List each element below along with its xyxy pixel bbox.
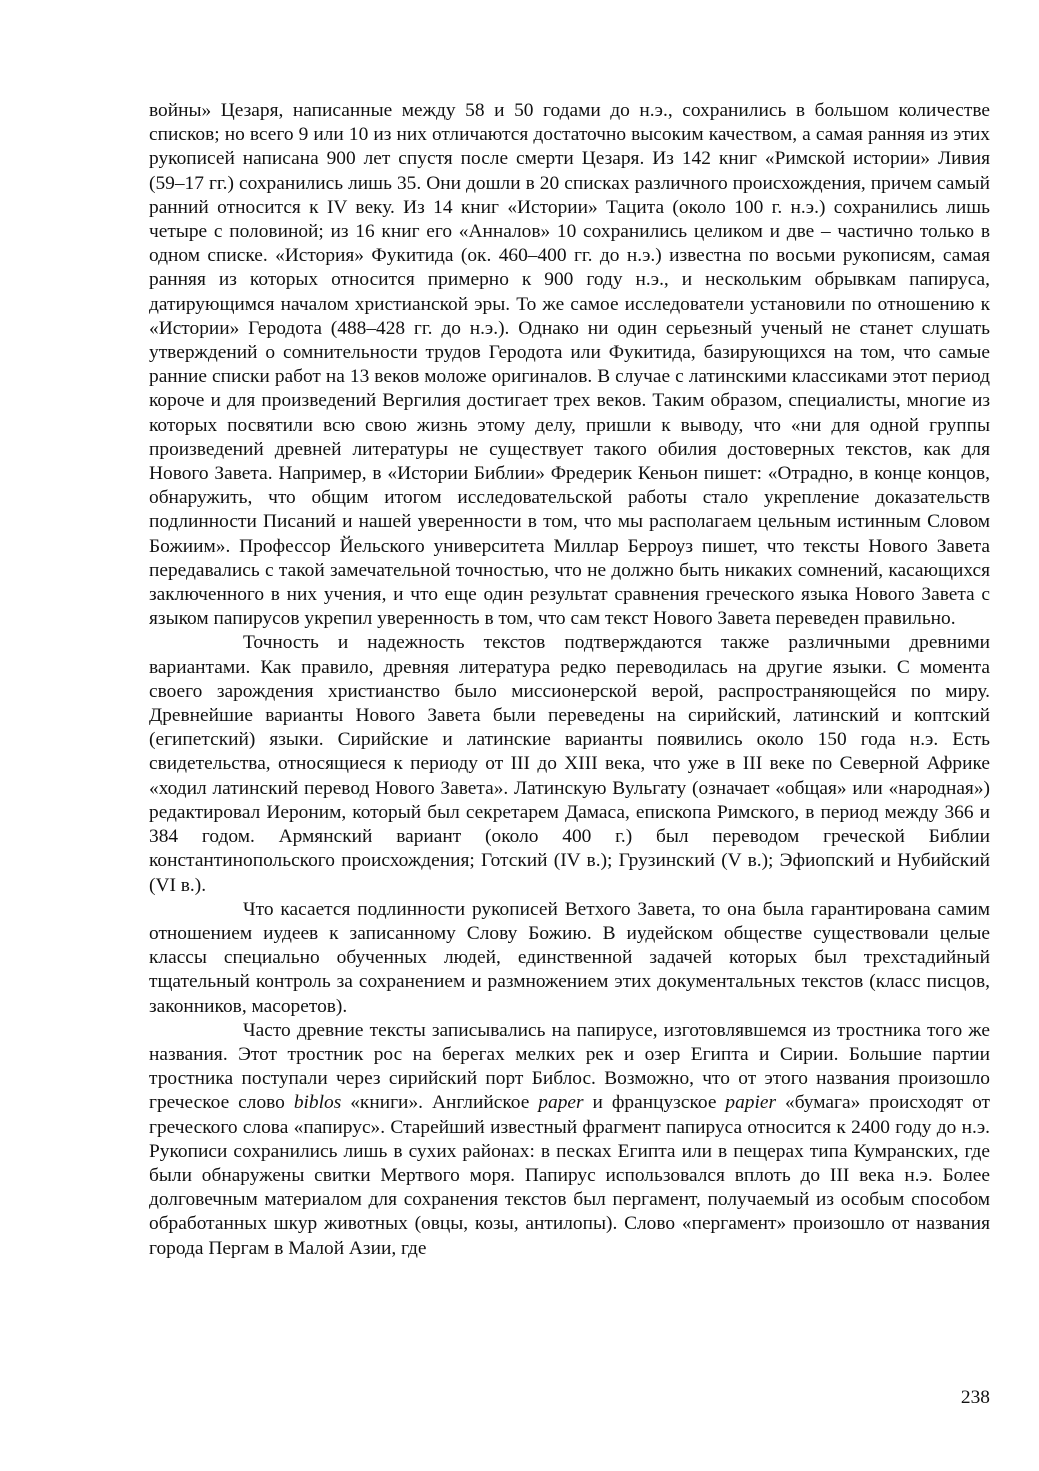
- page-number: 238: [960, 1387, 990, 1408]
- paragraph-text: «книги». Английское: [341, 1092, 539, 1114]
- italic-term-paper: paper: [538, 1092, 584, 1114]
- paragraph-1: [149, 99, 990, 631]
- paragraph-text: «бумага» происходят от греческого слова «папирус». Старейший известный фрагмент папируса относится к 2400 году до н.э. Рукописи сохранились лишь в сухих районах: в песках Египта или в пещерах типа Кумранских, где были обнаружены свитки Мертвого моря. Папирус использовался вплоть до III века н.э. Более долговечным материалом для сохранения текстов был пергамент, получаемый из особым способом обработанных шкур животных (овцы, козы, антилопы). Слово «пергамент» произошло от названия города Пергам в Малой Азии, где: [149, 1092, 990, 1259]
- body-text: [149, 99, 990, 1261]
- paragraph-2: [149, 631, 990, 897]
- paragraph-text: и французское: [583, 1092, 726, 1114]
- paragraph-4: [149, 1019, 990, 1261]
- italic-term-biblos: biblos: [293, 1092, 342, 1114]
- paragraph-text: Точность и надежность текстов подтверждаются также различными древними вариантами. Как правило, древняя литература редко переводилась на другие языки. С момента своего зарождения христианство было миссионерской верой, распространяющейся по миру. Древнейшие варианты Нового Завета были переведены на сирийский, латинский и коптский (египетский) языки. Сирийские и латинские варианты появились около 150 года н.э. Есть свидетельства, относящиеся к периоду от III до XIII века, что уже в III веке по Северной Африке «ходил латинский перевод Нового Завета». Латинскую Вульгату (означает «общая» или «народная») редактировал Иероним, который был секретарем Дамаса, епископа Римского, в период между 366 и 384 годом. Армянский вариант (около 400 г.) был переводом греческой Библии константинопольского происхождения; Готский (IV в.); Грузинский (V в.); Эфиопский и Нубийский (VI в.).: [149, 632, 990, 896]
- paragraph-3: [149, 898, 990, 1019]
- italic-term-papier: papier: [725, 1092, 777, 1114]
- paragraph-text: Часто древние тексты записывались на папирусе, изготовлявшемся из тростника того же названия. Этот тростник рос на берегах мелких рек и озер Египта и Сирии. Большие партии тростника поступали через сирийский порт Библос. Возможно, что от этого названия произошло греческое слово: [149, 1019, 990, 1114]
- paragraph-text: войны» Цезаря, написанные между 58 и 50 годами до н.э., сохранились в большом количестве списков; но всего 9 или 10 из них отличаются достаточно высоким качеством, а самая ранняя из этих рукописей написана 900 лет спустя после смерти Цезаря. Из 142 книг «Римской истории» Ливия (59–17 гг.) сохранились лишь 35. Они дошли в 20 списках различного происхождения, причем самый ранний относится к IV веку. Из 14 книг «Истории» Тацита (около 100 г. н.э.) сохранились лишь четыре с половиной; из 16 книг его «Анналов» 10 сохранились целиком и две – частично только в одном списке. «История» Фукитида (ок. 460–400 гг. до н.э.) известна по восьми рукописям, самая ранняя из которых относится примерно к 900 году н.э., и нескольким обрывкам папируса, датирующимся началом христианской эры. То же самое исследователи установили по отношению к «Истории» Геродота (488–428 гг. до н.э.). Однако ни один серьезный ученый не станет слушать утверждений о сомнительности трудов Геродота или Фукитида, базирующихся на том, что самые ранние списки работ на 13 веков моложе оригиналов. В случае с латинскими классиками этот период короче и для произведений Вергилия достигает трех веков. Таким образом, специалисты, многие из которых посвятили всю свою жизнь этому делу, пришли к выводу, что «ни для одной группы произведений древней литературы не существует такого обилия достоверных текстов, как для Нового Завета. Например, в «Истории Библии» Фредерик Кеньон пишет: «Отрадно, в конце концов, обнаружить, что общим итогом исследовательской работы стало укрепление доказательств подлинности Писаний и нашей уверенности в том, что мы располагаем цельным истинным Словом Божиим». Профессор Йельского университета Миллар Берроуз пишет, что тексты Нового Завета передавались с такой замечательной точностью, что не должно быть никаких сомнений, касающихся заключенного в них учения, и что еще один результат сравнения греческого языка Нового Завета с языком папирусов укрепил уверенность в том, что сам текст Нового Завета переведен правильно.: [149, 100, 990, 630]
- paragraph-text: Что касается подлинности рукописей Ветхого Завета, то она была гарантирована самим отношением иудеев к записанному Слову Божию. В иудейском обществе существовали целые классы специально обученных людей, единственной задачей которых был трехстадийный тщательный контроль за сохранением и размножением этих документальных текстов (класс писцов, законников, масоретов).: [149, 898, 990, 1017]
